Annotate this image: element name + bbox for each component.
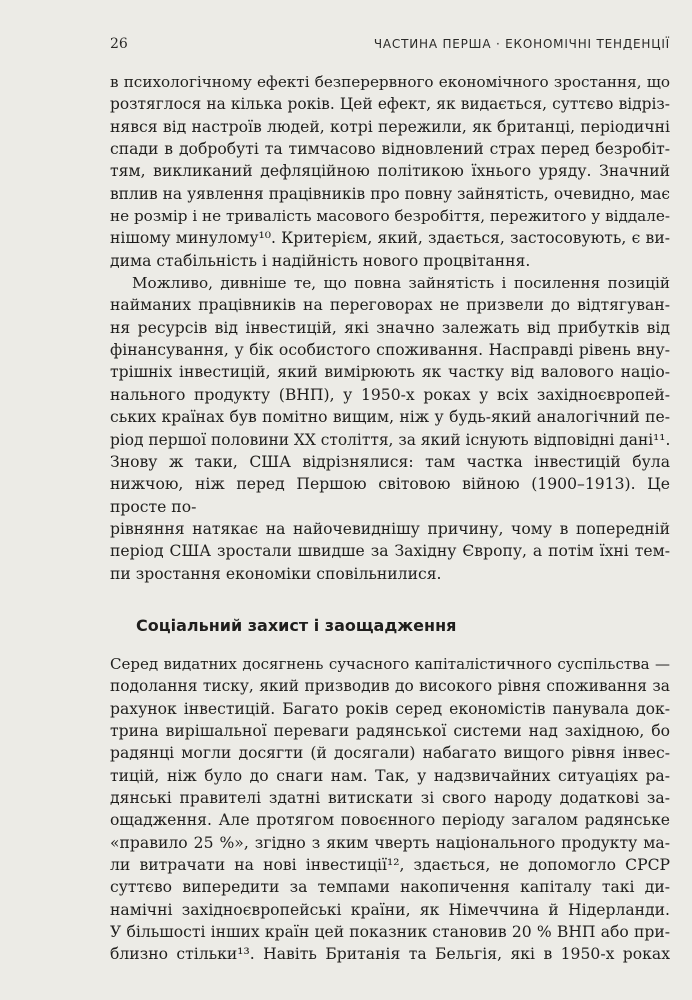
- text-line: вплив на уявлення працівників про повну зайнятість, очевидно, має: [110, 184, 670, 203]
- text-line: радянці могли досягти (й досягали) набагато вищого рівня інвес-: [110, 744, 670, 763]
- paragraph-1: [110, 71, 670, 272]
- text-line: фінансування, у бік особистого споживання. Насправді рівень вну-: [110, 341, 670, 360]
- text-line: дима стабільність і надійність нового процвітання.: [110, 251, 531, 270]
- text-line: нявся від настроїв людей, котрі пережили, як британці, періодичні: [110, 117, 670, 136]
- text-line: розтяглося на кілька років. Цей ефект, як видається, суттєво відріз-: [110, 95, 670, 114]
- text-lines-wrapped: Знову ж таки, США відрізнялися: там частка інвестицій була нижчою, ніж перед Першою світовою війною (1900–1913). Це просте по-: [110, 452, 670, 516]
- text-line: Серед видатних досягнень сучасного капіталістичного суспільства —: [110, 654, 670, 673]
- text-line: трина вирішальної переваги радянської системи над західною, бо: [110, 721, 670, 740]
- text-line: рівняння натякає на найочевиднішу причину, чому в попередній: [110, 519, 670, 538]
- text-line: трішніх інвестицій, який вимірюють як частку від валового націо-: [110, 363, 670, 382]
- text-line: рахунок інвестицій. Багато років серед економістів панувала док-: [110, 699, 670, 718]
- text-line: спади в добробуті та тимчасово відновлений страх перед безробіт-: [110, 140, 670, 159]
- text-line: ських країнах був помітно вищим, ніж у будь-який аналогічний пе-: [110, 408, 670, 427]
- section-heading: Соціальний захист і заощадження: [136, 615, 457, 635]
- paragraph-2: [110, 272, 670, 585]
- text-line: суттєво випередити за темпами накопичення капіталу такі ди-: [110, 878, 670, 897]
- text-line: ня ресурсів від інвестицій, які значно залежать від прибутків від: [110, 318, 670, 337]
- text-line: Можливо, дивніше те, що повна зайнятість і посилення позицій: [132, 274, 670, 293]
- text-line: тицій, ніж було до снаги нам. Так, у надзвичайних ситуаціях ра-: [110, 766, 670, 785]
- text-line: подолання тиску, який призводив до високого рівня споживання за: [110, 677, 670, 696]
- text-line: найманих працівників на переговорах не призвели до відтягуван-: [110, 296, 670, 315]
- text-line: ли витрачати на нові інвестиції¹², здається, не допомогло СРСР: [110, 856, 670, 874]
- text-line: в психологічному ефекті безперервного економічного зростання, що: [110, 73, 670, 91]
- text-line: ощадження. Але протягом повоєнного періоду загалом радянське: [110, 811, 670, 830]
- text-line: нішому минулому¹⁰. Критерієм, який, здається, застосовують, є ви-: [110, 229, 670, 248]
- running-title: ЧАСТИНА ПЕРША · ЕКОНОМІЧНІ ТЕНДЕНЦІЇ: [373, 37, 670, 51]
- text-line: не розмір і не тривалість масового безробіття, пережитого у віддале-: [110, 207, 670, 226]
- text-line: тям, викликаний дефляційною політикою їхнього уряду. Значний: [110, 162, 670, 181]
- text-line: нального продукту (ВНП), у 1950-х роках у всіх західноєвропей-: [110, 385, 670, 404]
- body-text: [110, 71, 670, 966]
- paragraph-3: [110, 653, 670, 966]
- text-line: близно стільки¹³. Навіть Британія та Бельгія, які в 1950-х роках: [110, 945, 670, 964]
- text-line: дянські правителі здатні витискати зі свого народу додаткові за-: [110, 788, 670, 807]
- text-line: пи зростання економіки сповільнилися.: [110, 564, 442, 583]
- running-header: [110, 36, 670, 52]
- text-line: У більшості інших країн цей показник становив 20 % ВНП або при-: [110, 923, 670, 942]
- text-line: «правило 25 %», згідно з яким чверть національного продукту ма-: [110, 833, 670, 852]
- text-line: період США зростали швидше за Західну Європу, а потім їхні тем-: [110, 542, 670, 561]
- text-line: намічні західноєвропейські країни, як Німеччина й Нідерланди.: [110, 900, 670, 919]
- page-number: 26: [110, 36, 128, 52]
- text-line: ріод першої половини XX століття, за який існують відповідні дані¹¹.: [110, 430, 671, 449]
